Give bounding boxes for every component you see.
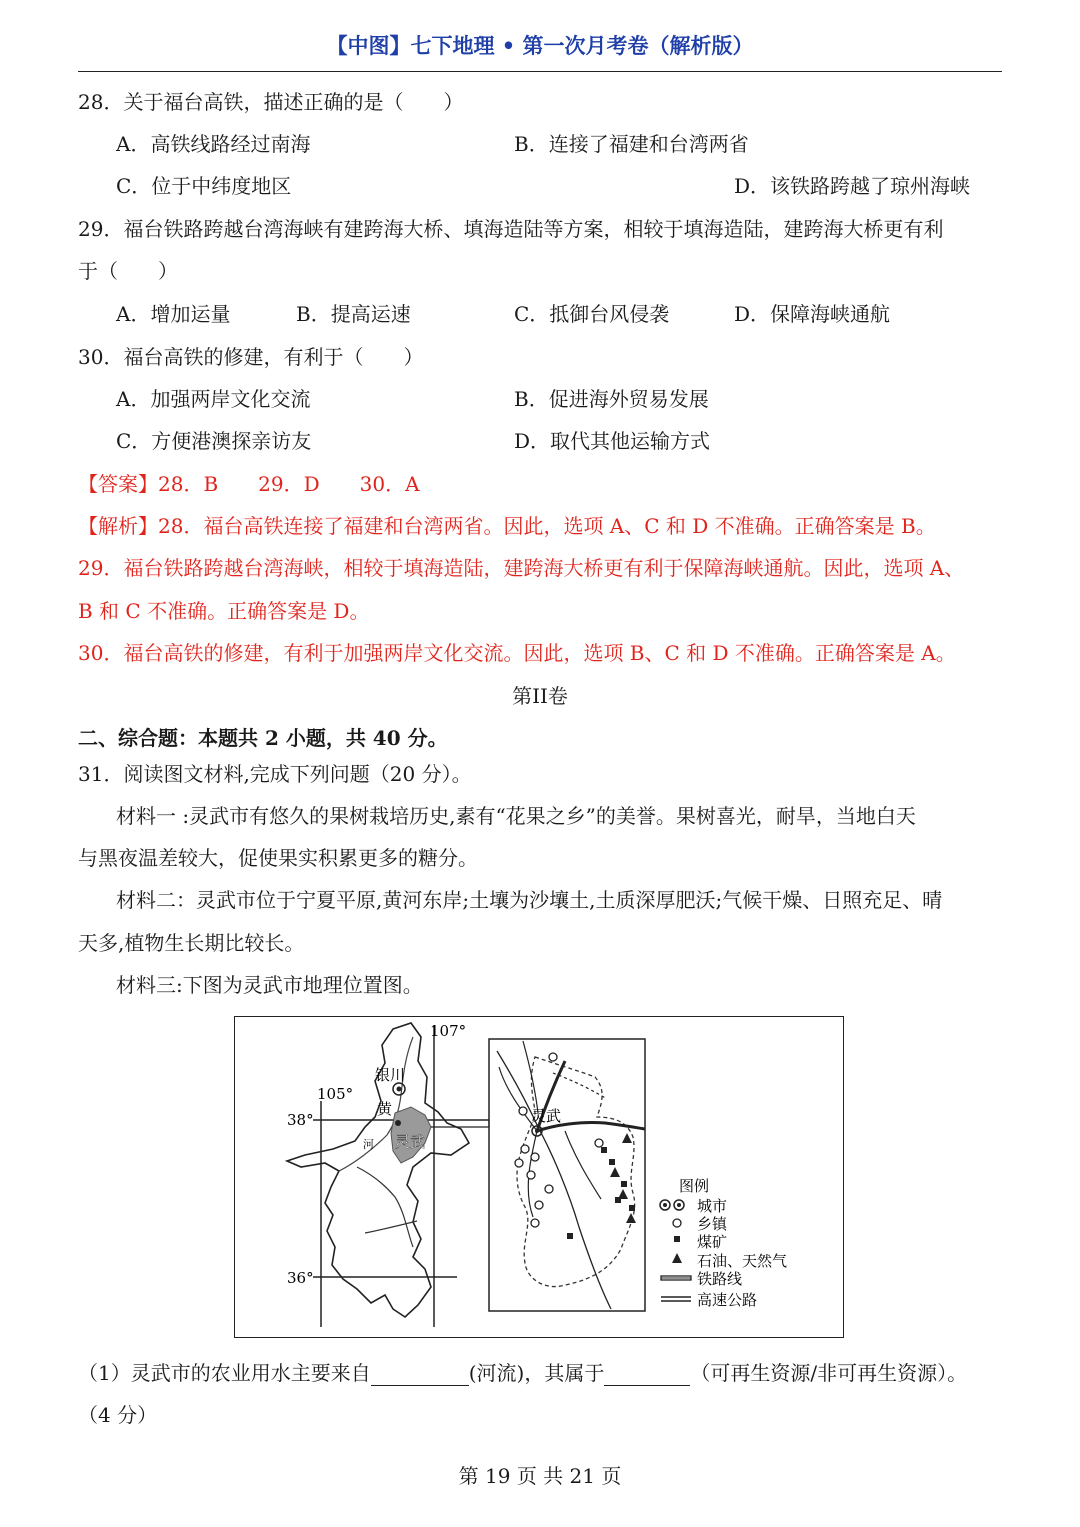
label-he: 河: [363, 1138, 374, 1151]
material-2-line1: 材料二：灵武市位于宁夏平原,黄河东岸;土壤为沙壤土,土质深厚肥沃;气候干燥、日照充足、晴: [116, 888, 943, 912]
answer-blank-river[interactable]: [371, 1365, 469, 1386]
lingwu-location-map: [234, 1016, 844, 1338]
q30-option-b: B．促进海外贸易发展: [514, 387, 709, 411]
q30-option-c: C．方便港澳探亲访友: [116, 429, 312, 453]
detail-map-frame: [489, 1039, 645, 1311]
label-105: 105°: [317, 1085, 354, 1103]
q28-stem: 28．关于福台高铁，描述正确的是（ ）: [78, 90, 464, 114]
material-2-line2: 天多,植物生长期比较长。: [78, 931, 305, 955]
answer-blank-resource-type[interactable]: [604, 1365, 690, 1386]
label-36: 36°: [287, 1269, 314, 1287]
q28-option-a: A．高铁线路经过南海: [116, 132, 311, 156]
label-yinchuan: 银川: [375, 1066, 406, 1084]
legend-town: 乡镇: [697, 1215, 728, 1233]
legend-railway: 铁路线: [697, 1270, 743, 1288]
q31-stem: 31．阅读图文材料,完成下列问题（20 分）。: [78, 762, 472, 786]
legend-highway: 高速公路: [697, 1291, 758, 1309]
material-3: 材料三:下图为灵武市地理位置图。: [116, 973, 423, 997]
q29-option-c: C．抵御台风侵袭: [514, 302, 670, 326]
label-lingwu-detail: 灵武: [531, 1107, 562, 1125]
legend-title: 图例: [679, 1177, 710, 1195]
material-1-line2: 与黑夜温差较大，促使果实积累更多的糖分。: [78, 846, 478, 870]
q29-stem-line2: 于（ ）: [78, 259, 178, 283]
q30-option-d: D．取代其他运输方式: [514, 429, 711, 453]
material-1-line1: 材料一 :灵武市有悠久的果树栽培历史,素有“花果之乡”的美誉。果树喜光，耐旱，当地白天: [116, 804, 916, 828]
q31-sub1-part-b: (河流)，其属于: [468, 1361, 605, 1385]
q29-option-a: A．增加运量: [116, 302, 231, 326]
q29-option-d: D．保障海峡通航: [734, 302, 891, 326]
volume-title: 第II卷: [512, 684, 568, 708]
label-107: 107°: [430, 1022, 467, 1040]
page-number: 第 19 页 共 21 页: [458, 1464, 622, 1488]
section-heading: 二、综合题：本题共 2 小题，共 40 分。: [78, 726, 448, 750]
q31-sub1-part-c: （可再生资源/非可再生资源）。: [690, 1361, 968, 1385]
q30-option-a: A．加强两岸文化交流: [116, 387, 311, 411]
label-huang: 黄: [377, 1100, 393, 1118]
q28-option-c: C．位于中纬度地区: [116, 174, 292, 198]
label-38: 38°: [287, 1111, 314, 1129]
legend-oil-gas: 石油、天然气: [697, 1252, 788, 1270]
analysis-line-4: 30．福台高铁的修建，有利于加强两岸文化交流。因此，选项 B、C 和 D 不准确。正确答案是 A。: [78, 641, 956, 665]
legend-coal: 煤矿: [697, 1233, 728, 1251]
answer-line: 【答案】28．B 29．D 30．A: [78, 472, 420, 496]
page-header-title: 【中图】七下地理 • 第一次月考卷（解析版）: [326, 33, 754, 58]
q29-stem-line1: 29．福台铁路跨越台湾海峡有建跨海大桥、填海造陆等方案，相较于填海造陆，建跨海大桥更有利: [78, 217, 944, 241]
header-divider: [78, 71, 1002, 72]
legend-city: 城市: [697, 1197, 728, 1215]
q29-option-b: B．提高运速: [296, 302, 411, 326]
q28-option-b: B．连接了福建和台湾两省: [514, 132, 749, 156]
label-lingwu-small: 灵武: [395, 1133, 426, 1151]
lingwu-small-marker: [395, 1120, 401, 1126]
q28-option-d: D．该铁路跨越了琼州海峡: [734, 174, 971, 198]
analysis-line-3: B 和 C 不准确。正确答案是 D。: [78, 599, 370, 623]
analysis-line-1: 【解析】28．福台高铁连接了福建和台湾两省。因此，选项 A、C 和 D 不准确。正确答案是 B。: [78, 514, 936, 538]
analysis-line-2: 29．福台铁路跨越台湾海峡，相较于填海造陆，建跨海大桥更有利于保障海峡通航。因此，选项 A、: [78, 556, 965, 580]
q31-sub1: [78, 1357, 967, 1386]
q30-stem: 30．福台高铁的修建，有利于（ ）: [78, 345, 424, 369]
map-legend: [660, 1177, 787, 1309]
q31-sub1-part-a: （1）灵武市的农业用水主要来自: [78, 1361, 371, 1385]
q31-sub1-score: （4 分）: [78, 1403, 158, 1427]
